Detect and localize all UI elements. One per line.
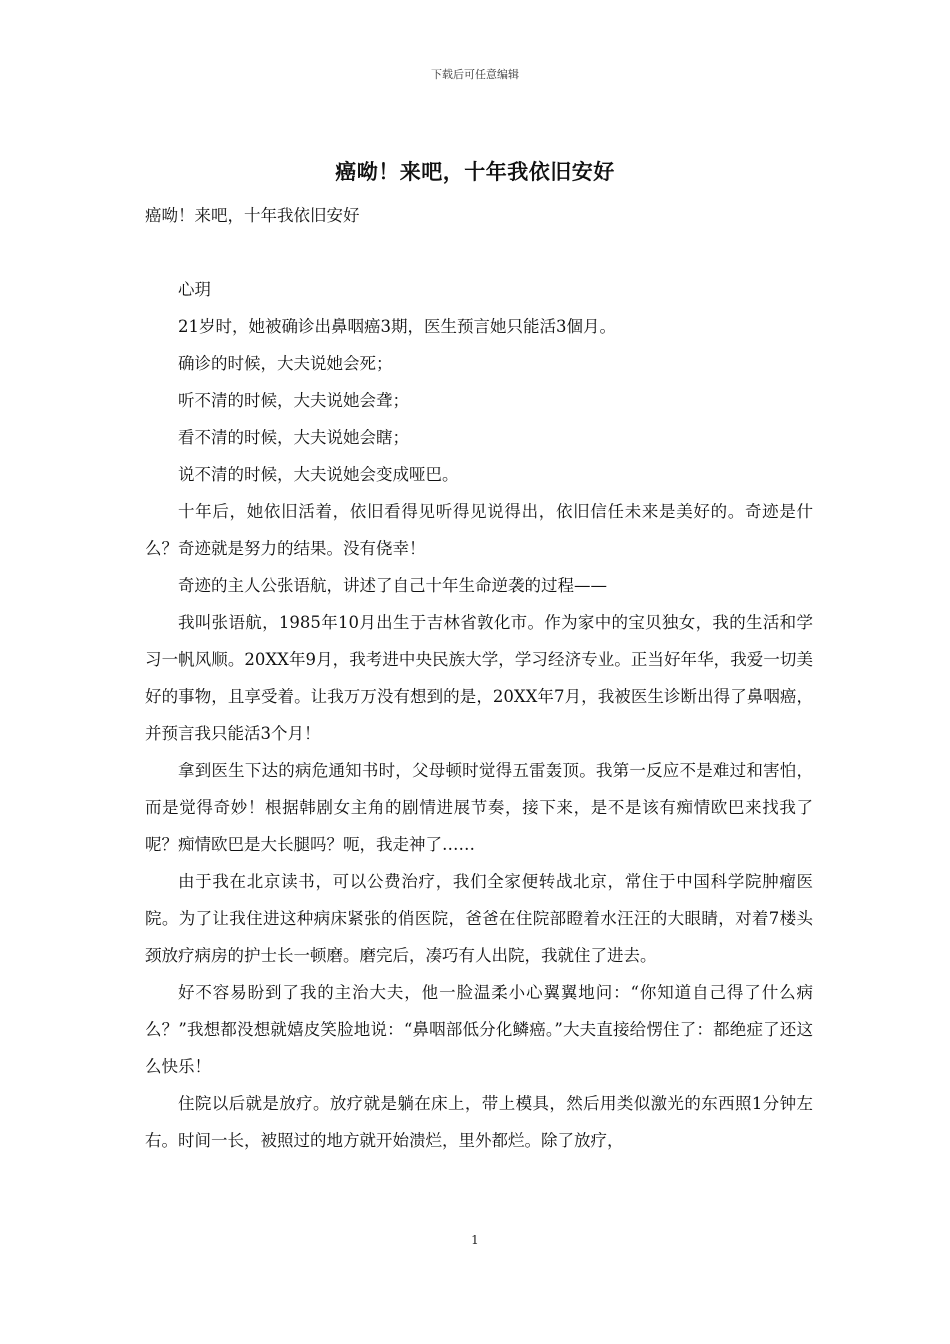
document-title: 癌呦！来吧，十年我依旧安好 xyxy=(335,159,615,184)
paragraph: 拿到医生下达的病危通知书时，父母顿时觉得五雷轰顶。我第一反应不是难过和害怕，而是觉得奇妙！根据韩剧女主角的剧情进展节奏，接下来，是不是该有痴情欧巴来找我了呢？痴情欧巴是大长腿吗？呃，我走神了…… xyxy=(145,761,813,854)
paragraph: 21岁时，她被确诊出鼻咽癌3期，医生预言她只能活3個月。 xyxy=(178,317,616,336)
paragraph: 听不清的时候，大夫说她会聋； xyxy=(178,391,409,410)
document-body xyxy=(145,197,813,1159)
header-note: 下载后可任意编辑 xyxy=(431,68,519,81)
paragraph: 好不容易盼到了我的主治大夫，他一脸温柔小心翼翼地问：“你知道自己得了什么病么？”我想都没想就嬉皮笑脸地说：“鼻咽部低分化鳞癌。”大夫直接给愣住了：都绝症了还这么快乐！ xyxy=(145,983,813,1076)
blank-line xyxy=(145,234,813,271)
document-subtitle: 癌呦！来吧，十年我依旧安好 xyxy=(145,206,360,225)
paragraph: 由于我在北京读书，可以公费治疗，我们全家便转战北京，常住于中国科学院肿瘤医院。为了让我住进这种病床紧张的俏医院，爸爸在住院部瞪着水汪汪的大眼睛，对着7楼头颈放疗病房的护士长一顿磨。磨完后，凑巧有人出院，我就住了进去。 xyxy=(145,872,813,965)
page-number: 1 xyxy=(471,1233,479,1247)
paragraph: 奇迹的主人公张语航，讲述了自己十年生命逆袭的过程—— xyxy=(178,576,607,595)
paragraph: 说不清的时候，大夫说她会变成哑巴。 xyxy=(178,465,459,484)
paragraph: 我叫张语航，1985年10月出生于吉林省敦化市。作为家中的宝贝独女，我的生活和学习一帆风顺。20XX年9月，我考进中央民族大学，学习经济专业。正当好年华，我爱一切美好的事物，且享受着。让我万万没有想到的是，20XX年7月，我被医生诊断出得了鼻咽癌，并预言我只能活3个月！ xyxy=(145,613,813,743)
paragraph: 确诊的时候，大夫说她会死； xyxy=(178,354,393,373)
paragraph: 住院以后就是放疗。放疗就是躺在床上，带上模具，然后用类似激光的东西照1分钟左右。时间一长，被照过的地方就开始溃烂，里外都烂。除了放疗， xyxy=(145,1094,813,1150)
paragraph: 看不清的时候，大夫说她会瞎； xyxy=(178,428,409,447)
author-line: 心玥 xyxy=(178,280,211,299)
paragraph: 十年后，她依旧活着，依旧看得见听得见说得出，依旧信任未来是美好的。奇迹是什么？奇迹就是努力的结果。没有侥幸！ xyxy=(145,502,813,558)
